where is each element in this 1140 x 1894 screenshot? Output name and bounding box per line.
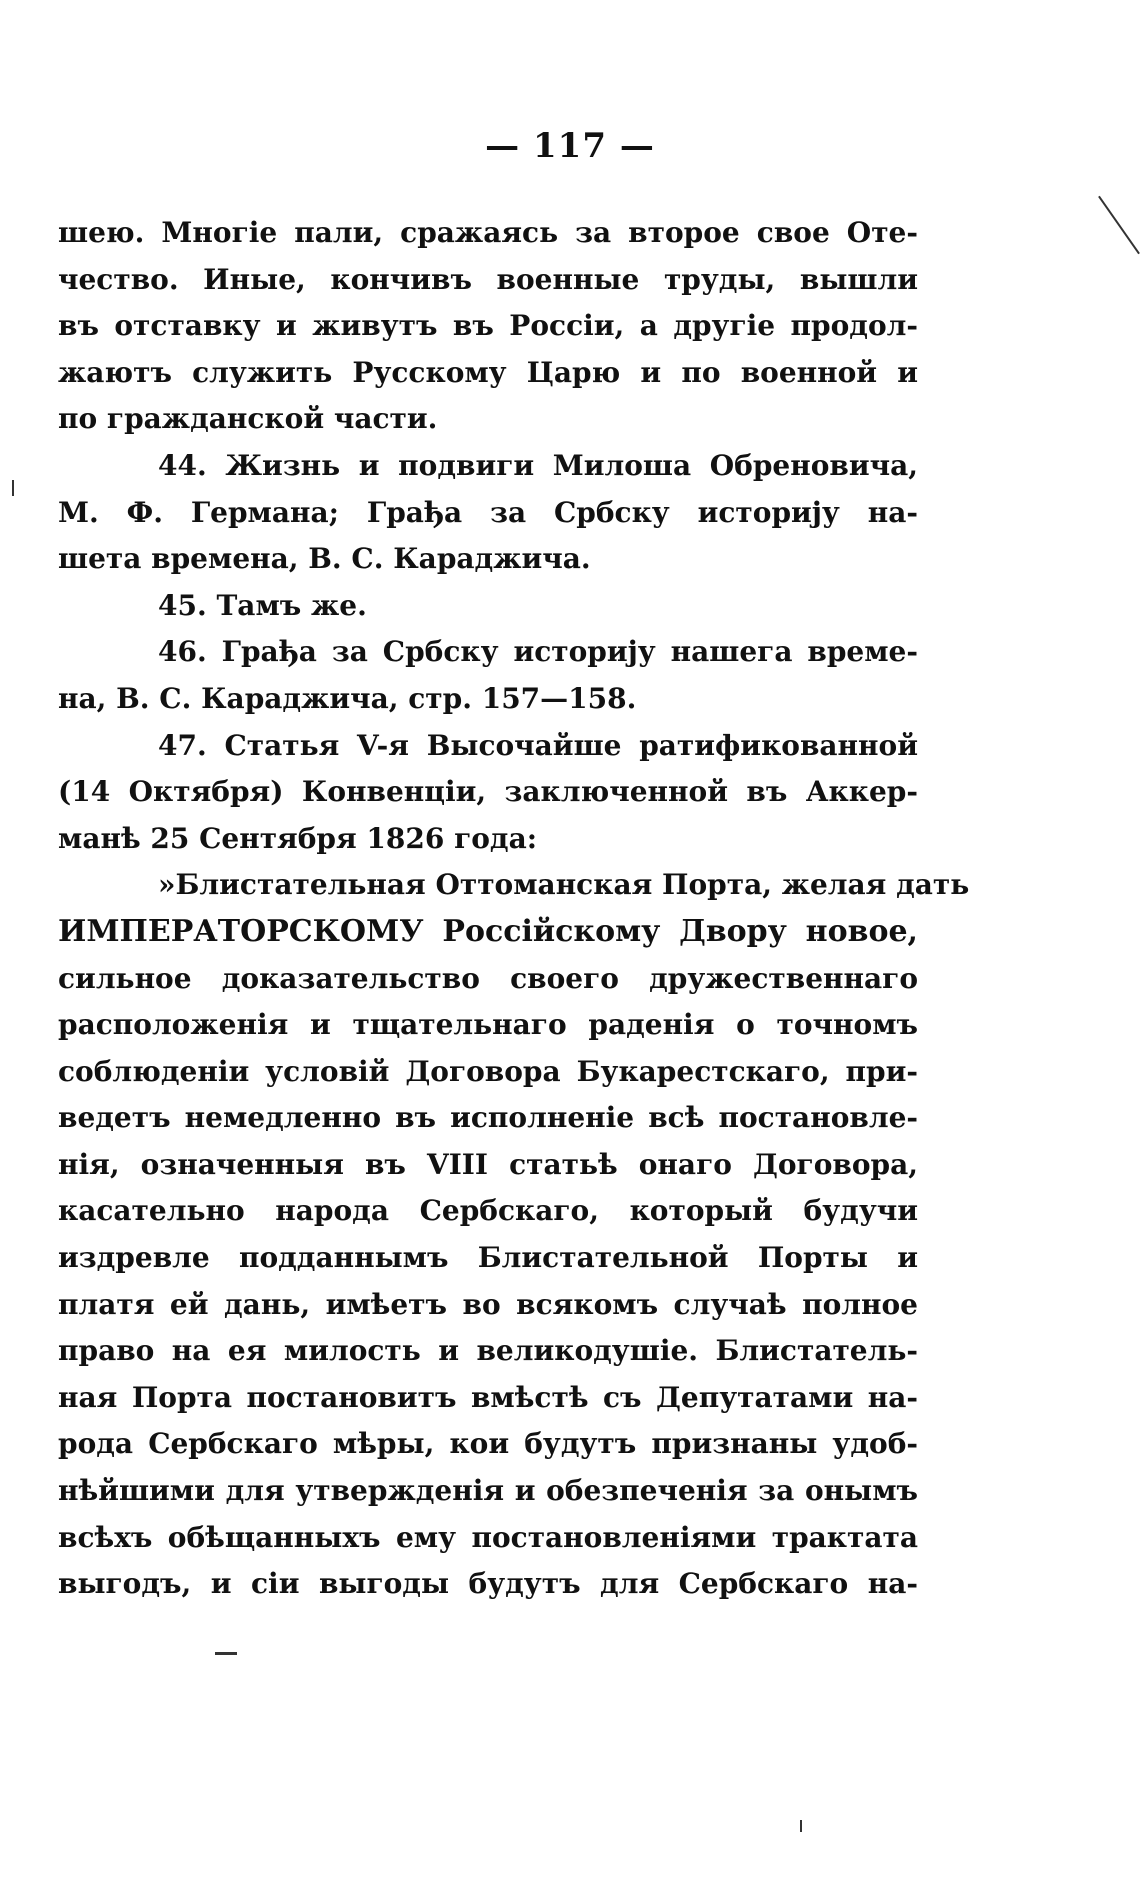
text-line: издревле подданнымъ Блистательной Порты и (58, 1241, 918, 1275)
text-line: касательно народа Сербскаго, который будучи (58, 1194, 918, 1228)
quote-start-line: »Блистательная Оттоманская Порта, желая дать (158, 868, 970, 902)
note-47-line: 47. Статья V-я Высочайше ратификованной (158, 728, 918, 762)
text-line: по гражданской части. (58, 402, 438, 436)
text-line: расположенія и тщательнаго раденія о точномъ (58, 1008, 918, 1042)
text-line: въ отставку и живутъ въ Россіи, а другіе продол- (58, 309, 918, 343)
note-46-line: 46. Грађа за Србску историју нашега време- (158, 635, 918, 669)
text-line: сильное доказательство своего дружественнаго (58, 961, 918, 995)
text-line: шета времена, В. С. Караджича. (58, 542, 591, 576)
body-text (58, 210, 970, 1608)
text-line: шею. Многіе пали, сражаясь за второе свое Оте- (58, 216, 918, 249)
text-line: всѣхъ обѣщанныхъ ему постановленіями трактата (58, 1520, 918, 1554)
text-line: чество. Иные, кончивъ военные труды, вышли (58, 262, 918, 296)
text-line: ная Порта постановитъ вмѣстѣ съ Депутатами на- (58, 1380, 918, 1414)
text-line: М. Ф. Германа; Грађа за Србску историју на- (58, 495, 918, 529)
text-line: ведетъ немедленно въ исполненіе всѣ постановле- (58, 1101, 918, 1135)
note-45-line: 45. Тамъ же. (158, 588, 367, 622)
text-line: рода Сербскаго мѣры, кои будутъ признаны удоб- (58, 1427, 918, 1461)
text-line: соблюденіи условій Договора Букарестскаго, при- (58, 1054, 918, 1088)
text-line: нѣйшими для утвержденія и обезпеченія за онымъ (58, 1474, 918, 1508)
scan-artifact (12, 480, 14, 496)
text-line: выгодъ, и сіи выгоды будутъ для Сербскаго на- (58, 1567, 918, 1601)
text-line: ИМПЕРАТОРСКОМУ Россійскому Двору новое, (58, 913, 918, 949)
scan-artifact (1098, 196, 1140, 254)
text-line: на, В. С. Караджича, стр. 157—158. (58, 681, 637, 715)
text-line: право на ея милость и великодушіе. Блистатель- (58, 1334, 918, 1368)
note-44-line: 44. Жизнь и подвиги Милоша Обреновича, (158, 448, 918, 482)
text-line: манѣ 25 Сентября 1826 года: (58, 821, 538, 855)
scan-artifact (215, 1652, 237, 1655)
text-line: (14 Октября) Конвенціи, заключенной въ Аккер- (58, 775, 918, 809)
scan-artifact (800, 1820, 802, 1832)
text-line: нія, означенныя въ VIII статьѣ онаго Договора, (58, 1147, 918, 1181)
page-number: — 117 — (485, 126, 655, 166)
text-line: жаютъ служить Русскому Царю и по военной и (58, 355, 918, 389)
text-line: платя ей дань, имѣетъ во всякомъ случаѣ полное (58, 1287, 918, 1321)
